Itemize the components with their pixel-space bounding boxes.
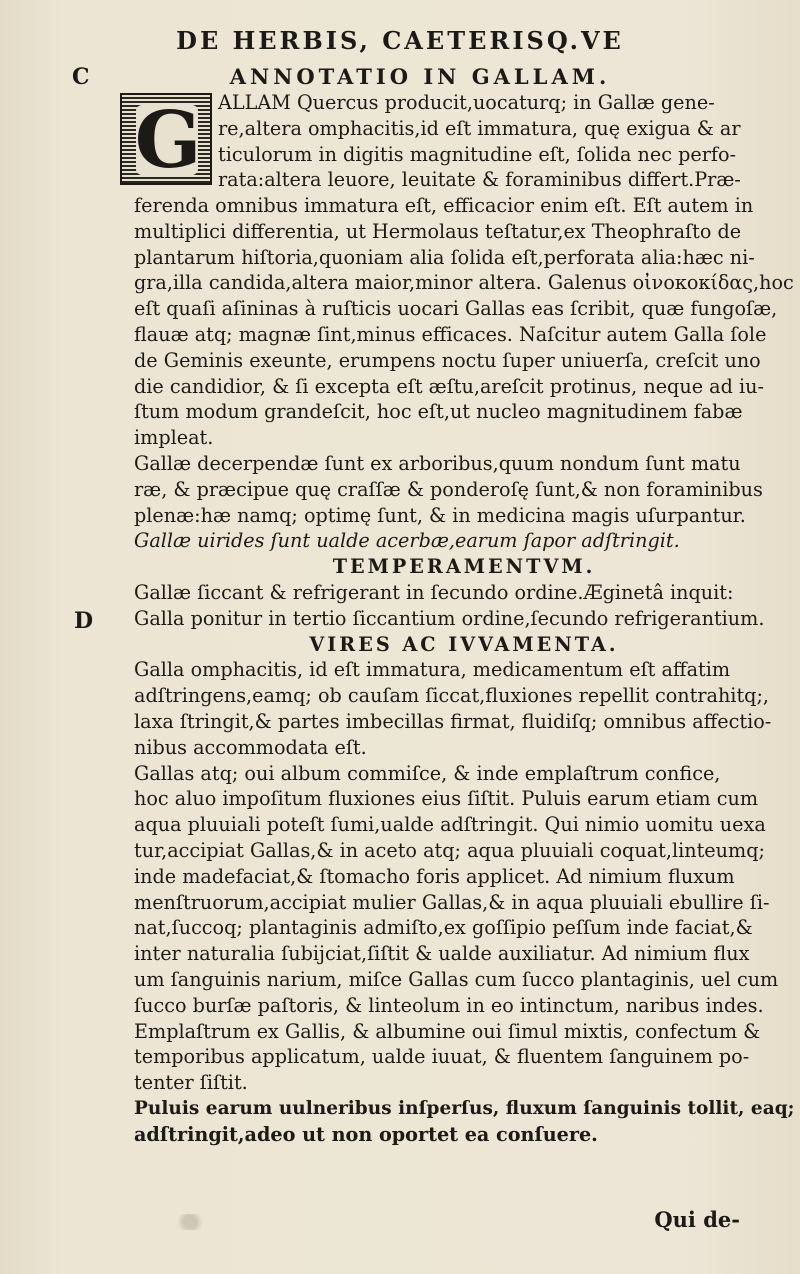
margin-letter-c: C [72, 64, 90, 90]
opening-lines [218, 90, 794, 193]
text-line: rata:altera leuore, leuitate & foraminibus differt.Præ- [218, 168, 741, 192]
text-line: ræ, & præcipue quę craſſæ & ponderoſę ſunt,& non foraminibus [134, 477, 763, 501]
initial-letter: G [134, 95, 202, 185]
text-line: impleat. [134, 426, 214, 450]
body-text [134, 193, 794, 1147]
text-line: Galla omphacitis, id eſt immatura, medicamentum eſt affatim [134, 658, 731, 682]
text-line: plenæ:hæ namq; optimę ſunt, & in medicina magis uſurpantur. [134, 503, 746, 527]
running-head: DE HERBIS, CAETERISQ.VE [176, 26, 624, 55]
text-line: Galla ponitur in tertio ſiccantium ordine,ſecundo refrigerantium. [134, 606, 765, 630]
text-line: um ſanguinis narium, miſce Gallas cum ſucco plantaginis, uel cum [134, 967, 779, 991]
text-line: Gallæ ſiccant & refrigerant in ſecundo ordine.Æginetâ inquit: [134, 580, 734, 604]
text-line: ticulorum in digitis magnitudine eſt, ſolida nec perfo- [218, 142, 737, 166]
text-line: nat,ſuccoq; plantaginis admiſto,ex goſſipio peſſum inde faciat,& [134, 916, 753, 940]
text-line: Gallæ uirides ſunt ualde acerbæ,earum ſapor adſtringit. [134, 529, 680, 553]
text-line: re,altera omphacitis,id eſt immatura, quę exigua & ar [218, 116, 741, 140]
text-line: inde madefaciat,& ſtomacho foris applicet. Ad nimium fluxum [134, 864, 735, 888]
text-line: adſtringens,eamq; ob cauſam ſiccat,fluxiones repellit contrahitq;, [134, 684, 770, 708]
text-line: Emplaſtrum ex Gallis, & albumine oui ſimul mixtis, confectum & [134, 1019, 761, 1043]
text-line: Gallas atq; oui album commiſce, & inde emplaſtrum confice, [134, 761, 721, 785]
text-line: ferenda omnibus immatura eſt, efficacior enim eſt. Eſt autem in [134, 194, 754, 217]
decorated-initial [120, 93, 212, 185]
text-line: nibus accommodata eſt. [134, 735, 367, 759]
text-line: gra,illa candida,altera maior,minor altera. Galenus οἰνοκοκίδας,hoc [134, 271, 794, 295]
margin-letter-d: D [74, 608, 94, 634]
text-line: hoc aluo impoſitum fluxiones eius ſiſtit. Puluis earum etiam cum [134, 787, 759, 811]
text-line: eſt quaſi aſininas à ruſticis uocari Gallas eas ſcribit, quæ fungoſæ, [134, 297, 778, 321]
text-line: multiplici differentia, ut Hermolaus teſtatur,ex Theophraſto de [134, 219, 742, 243]
text-line: inter naturalia ſubijciat,ſiſtit & ualde auxiliatur. Ad nimium flux [134, 942, 750, 966]
section-title: ANNOTATIO IN GALLAM. [229, 64, 611, 89]
text-line: de Geminis exeunte, erumpens noctu ſuper uniuerſa, creſcit uno [134, 348, 761, 372]
text-line: plantarum hiſtoria,quoniam alia ſolida eſt,perforata alia:hæc ni- [134, 245, 755, 269]
text-line: menſtruorum,accipiat mulier Gallas,& in aqua pluuiali ebullire ſi- [134, 890, 770, 914]
text-line: ſtum modum grandeſcit, hoc eſt,ut nucleo magnitudinem fabæ [134, 400, 743, 424]
text-line: ſucco burſæ paſtoris, & linteolum in eo intinctum, naribus indes. [134, 993, 764, 1017]
text-line: tenter ſiſtit. [134, 1071, 248, 1095]
text-line: ALLAM Quercus producit,uocaturq; in Gallæ gene- [218, 91, 715, 114]
text-line: aqua pluuiali poteſt ſumi,ualde adſtringit. Qui nimio uomitu uexa [134, 813, 766, 837]
paper-stain [170, 1214, 210, 1230]
text-line: flauæ atq; magnæ ſint,minus efficaces. Naſcitur autem Galla ſole [134, 322, 767, 346]
text-line: adſtringit,adeo ut non oportet ea conſuere. [134, 1122, 598, 1146]
text-line: temporibus applicatum, ualde iuuat, & fluentem ſanguinem po- [134, 1045, 750, 1069]
section-heading: VIRES AC IVVAMENTA. [309, 632, 619, 656]
text-line: tur,accipiat Gallas,& in aceto atq; aqua pluuiali coquat,linteumq; [134, 838, 765, 862]
text-line: die candidior, & ſi excepta eſt æſtu,areſcit protinus, neque ad iu- [134, 374, 764, 398]
text-line: Puluis earum uulneribus inſperſus, fluxum ſanguinis tollit, eaq; [134, 1097, 795, 1119]
section-heading: TEMPERAMENTVM. [332, 555, 596, 579]
text-line: laxa ſtringit,& partes imbecillas firmat, fluidiſq; omnibus affectio- [134, 709, 772, 733]
catchword: Qui de- [654, 1207, 740, 1232]
text-line: Gallæ decerpendæ ſunt ex arboribus,quum nondum ſunt matu [134, 451, 741, 475]
